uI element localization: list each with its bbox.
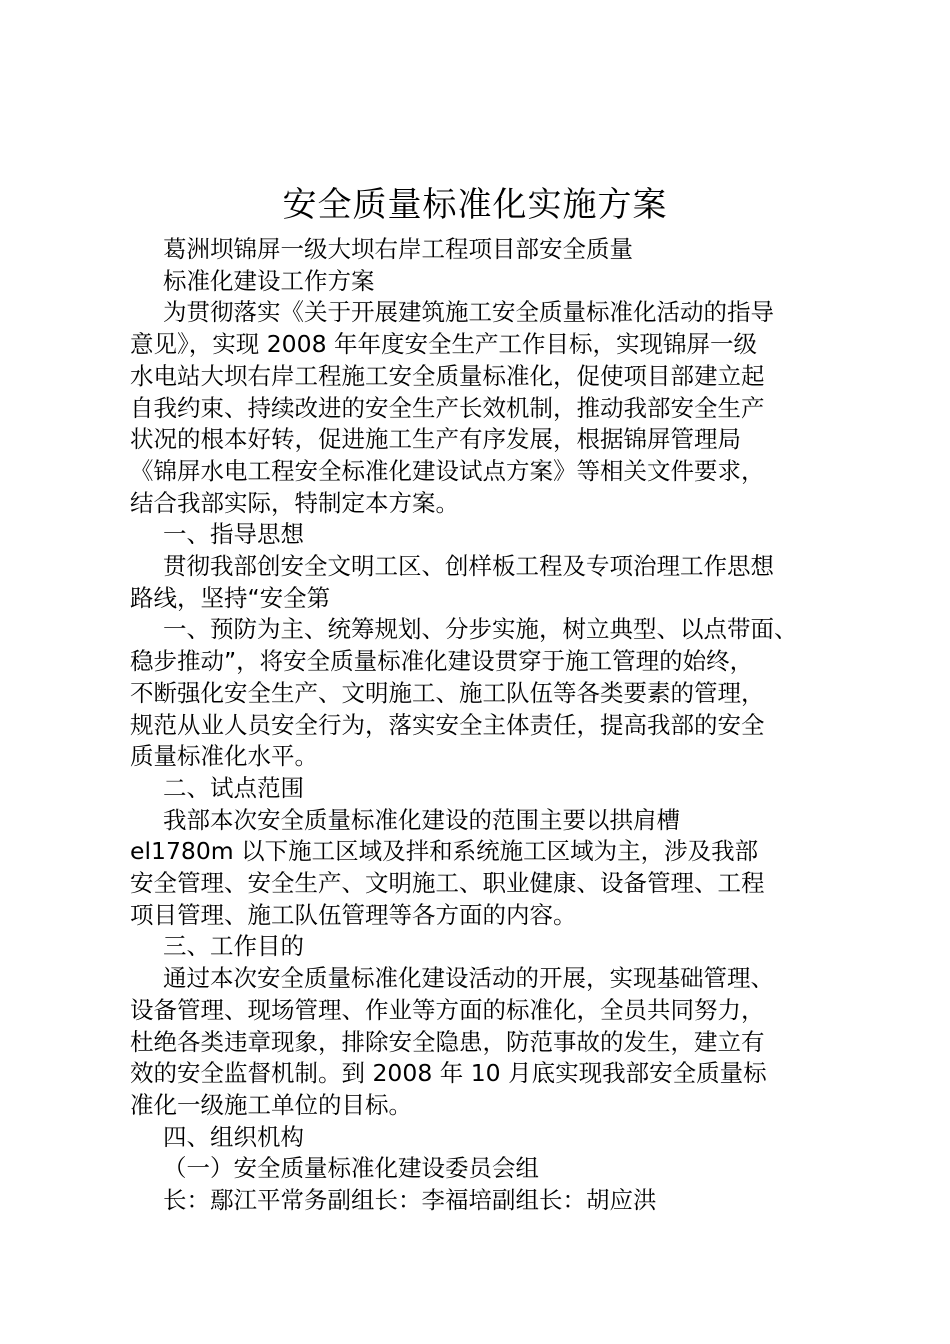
body-line: 项目管理、施工队伍管理等各方面的内容。 (130, 900, 577, 929)
body-line: 设备管理、现场管理、作业等方面的标准化，全员共同努力， (130, 995, 765, 1024)
document-title: 安全质量标准化实施方案 (282, 185, 668, 225)
body-line: 自我约束、持续改进的安全生产长效机制，推动我部安全生产 (130, 393, 765, 422)
body-line: 不断强化安全生产、文明施工、施工队伍等各类要素的管理， (130, 678, 765, 707)
body-line: 水电站大坝右岸工程施工安全质量标准化，促使项目部建立起 (130, 361, 765, 390)
document-body (130, 234, 840, 1217)
body-line: 贯彻我部创安全文明工区、创样板工程及专项治理工作思想 (163, 552, 774, 581)
body-line: 一、预防为主、统筹规划、分步实施，树立典型、以点带面、 (163, 615, 798, 644)
section-heading: 四、组织机构 (163, 1122, 304, 1151)
section-heading: 一、指导思想 (163, 520, 304, 549)
section-heading: 三、工作目的 (163, 932, 304, 961)
body-line: 意见》，实现 2008 年年度安全生产工作目标，实现锦屏一级 (130, 330, 757, 359)
body-line: 稳步推动”，将安全质量标准化建设贯穿于施工管理的始终， (130, 647, 754, 676)
body-line: 通过本次安全质量标准化建设活动的开展，实现基础管理、 (163, 964, 774, 993)
body-line: 路线，坚持“安全第 (130, 583, 331, 612)
body-line: 杜绝各类违章现象，排除安全隐患，防范事故的发生，建立有 (130, 1027, 765, 1056)
body-line: 为贯彻落实《关于开展建筑施工安全质量标准化活动的指导 (163, 298, 774, 327)
body-line: 结合我部实际，特制定本方案。 (130, 488, 459, 517)
body-line: 准化一级施工单位的目标。 (130, 1090, 412, 1119)
body-line: 我部本次安全质量标准化建设的范围主要以拱肩槽 (163, 805, 680, 834)
body-line: 长：鄢江平常务副组长：李福培副组长：胡应洪 (163, 1186, 657, 1215)
body-line: 标准化建设工作方案 (163, 266, 375, 295)
body-line: 状况的根本好转，促进施工生产有序发展，根据锦屏管理局 (130, 425, 741, 454)
section-heading: 二、试点范围 (163, 773, 304, 802)
body-line: 质量标准化水平。 (130, 742, 318, 771)
body-line: 效的安全监督机制。到 2008 年 10 月底实现我部安全质量标 (130, 1059, 767, 1088)
body-line: el1780m 以下施工区域及拌和系统施工区域为主，涉及我部 (130, 837, 759, 866)
body-line: 规范从业人员安全行为，落实安全主体责任，提高我部的安全 (130, 710, 765, 739)
body-line: 安全管理、安全生产、文明施工、职业健康、设备管理、工程 (130, 869, 765, 898)
subsection-heading: （一）安全质量标准化建设委员会组 (163, 1154, 539, 1183)
body-line: 葛洲坝锦屏一级大坝右岸工程项目部安全质量 (163, 235, 633, 263)
body-line: 《锦屏水电工程安全标准化建设试点方案》等相关文件要求， (130, 456, 765, 485)
